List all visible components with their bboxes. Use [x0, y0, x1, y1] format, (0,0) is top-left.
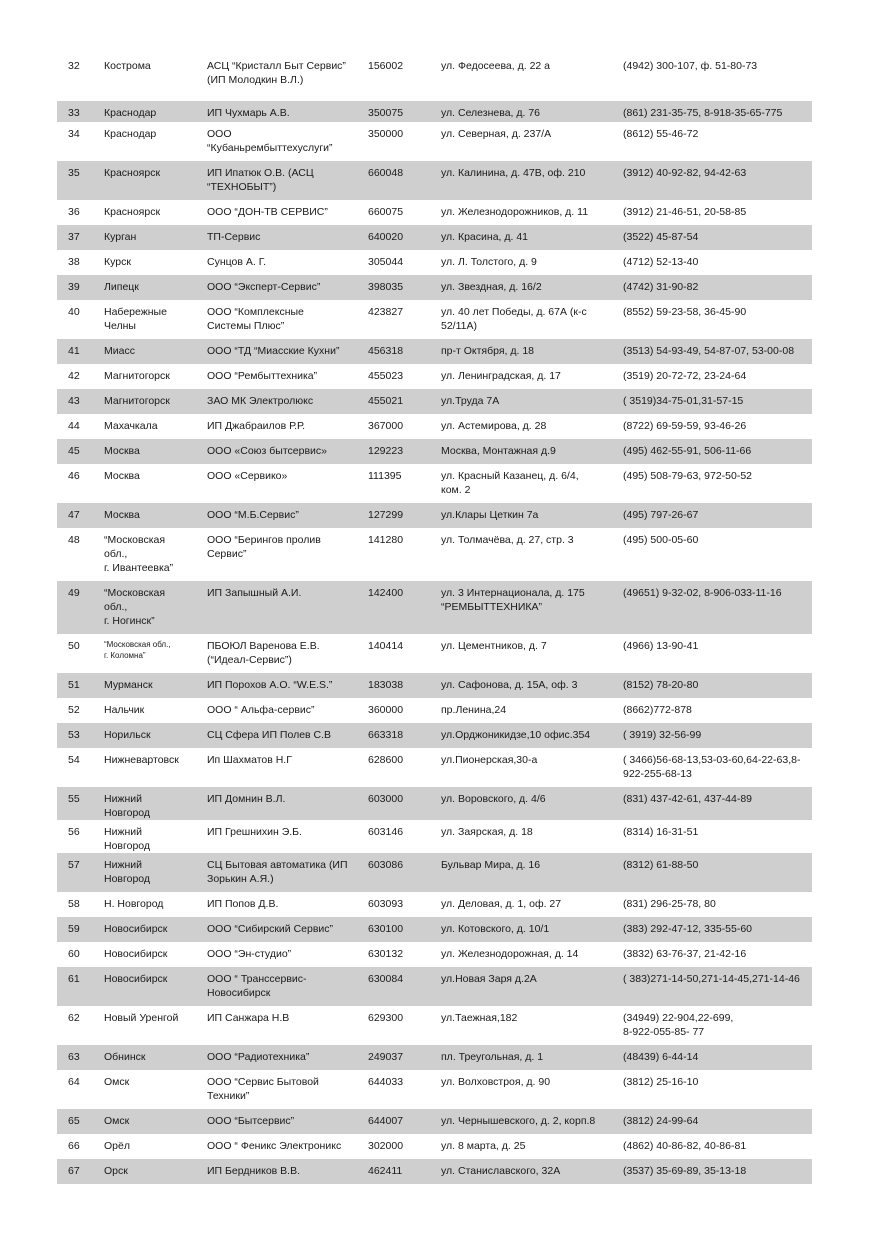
organization-cell: ООО “ДОН-ТВ СЕРВИС”: [207, 206, 328, 218]
organization-cell: ООО “Рембыттехника”: [207, 370, 318, 382]
address-cell: ул. Сафонова, д. 15А, оф. 3: [441, 679, 578, 691]
row-number: 41: [68, 345, 80, 357]
postal-code-cell: 423827: [368, 306, 404, 318]
postal-code-cell: 629300: [368, 1012, 404, 1024]
row-number: 53: [68, 729, 80, 741]
row-number: 59: [68, 923, 80, 935]
city-cell: Н. Новгород: [104, 898, 164, 910]
table-row: [57, 54, 812, 101]
organization-cell: ООО “Сибирский Сервис”: [207, 923, 334, 935]
address-cell: ул. Железнодорожников, д. 11: [441, 206, 589, 218]
phone-cell: (3812) 25-16-10: [623, 1076, 699, 1088]
table-row: [57, 339, 812, 364]
organization-cell: ООО «Сервико»: [207, 470, 288, 482]
table-row: [57, 275, 812, 300]
city-cell: Курган: [104, 231, 137, 243]
table-row: [57, 1109, 812, 1134]
city-cell: Нижневартовск: [104, 754, 179, 766]
address-cell: ул.Таежная,182: [441, 1012, 518, 1024]
postal-code-cell: 249037: [368, 1051, 404, 1063]
row-number: 49: [68, 587, 80, 599]
organization-cell: СЦ Бытовая автоматика (ИП Зорькин А.Я.): [207, 859, 348, 885]
organization-cell: ООО «Союз бытсервис»: [207, 445, 328, 457]
row-number: 63: [68, 1051, 80, 1063]
address-cell: ул. Звездная, д. 16/2: [441, 281, 542, 293]
city-cell: Миасс: [104, 345, 135, 357]
table-row: [57, 101, 812, 122]
table-row: [57, 300, 812, 339]
table-row: [57, 122, 812, 161]
phone-cell: (495) 500-05-60: [623, 534, 699, 546]
address-cell: ул. Калинина, д. 47В, оф. 210: [441, 167, 586, 179]
phone-cell: (4966) 13-90-41: [623, 640, 699, 652]
row-number: 40: [68, 306, 80, 318]
table-row: [57, 892, 812, 917]
row-number: 67: [68, 1165, 80, 1177]
city-cell: Краснодар: [104, 128, 157, 140]
table-row: [57, 673, 812, 698]
address-cell: ул. Толмачёва, д. 27, стр. 3: [441, 534, 574, 546]
address-cell: ул. Цементников, д. 7: [441, 640, 547, 652]
postal-code-cell: 663318: [368, 729, 404, 741]
phone-cell: (861) 231-35-75, 8-918-35-65-775: [623, 107, 783, 119]
row-number: 61: [68, 973, 80, 985]
postal-code-cell: 398035: [368, 281, 404, 293]
row-number: 62: [68, 1012, 80, 1024]
row-number: 54: [68, 754, 80, 766]
address-cell: ул. 40 лет Победы, д. 67А (к-с 52/11А): [441, 306, 587, 332]
phone-cell: (8722) 69-59-59, 93-46-26: [623, 420, 747, 432]
organization-cell: ООО “ Транссервис- Новосибирск: [207, 973, 307, 999]
phone-cell: (495) 797-26-67: [623, 509, 699, 521]
phone-cell: (3812) 24-99-64: [623, 1115, 699, 1127]
postal-code-cell: 630100: [368, 923, 404, 935]
organization-cell: ИП Санжара Н.В: [207, 1012, 290, 1024]
organization-cell: ООО “Бытсервис”: [207, 1115, 295, 1127]
postal-code-cell: 640020: [368, 231, 404, 243]
phone-cell: ( 3919) 32-56-99: [623, 729, 702, 741]
postal-code-cell: 462411: [368, 1165, 403, 1177]
address-cell: ул. 3 Интернационала, д. 175 “РЕМБЫТТЕХНИКА”: [441, 587, 585, 613]
organization-cell: ИП Запышный А.И.: [207, 587, 302, 599]
phone-cell: (48439) 6-44-14: [623, 1051, 699, 1063]
postal-code-cell: 630084: [368, 973, 404, 985]
address-cell: ул. Деловая, д. 1, оф. 27: [441, 898, 562, 910]
city-cell: “Московская обл., г. Ногинск”: [104, 587, 166, 627]
row-number: 32: [68, 60, 80, 72]
address-cell: ул. Станиславского, 32А: [441, 1165, 561, 1177]
table-row: [57, 917, 812, 942]
address-cell: ул. Селезнева, д. 76: [441, 107, 541, 119]
table-row: [57, 723, 812, 748]
table-row: [57, 820, 812, 853]
table-row: [57, 528, 812, 581]
phone-cell: (3832) 63-76-37, 21-42-16: [623, 948, 747, 960]
organization-cell: ТП-Сервис: [207, 231, 261, 243]
city-cell: Магнитогорск: [104, 395, 170, 407]
city-cell: Магнитогорск: [104, 370, 170, 382]
table-row: [57, 414, 812, 439]
postal-code-cell: 141280: [368, 534, 404, 546]
organization-cell: ПБОЮЛ Варенова Е.В. (“Идеал-Сервис”): [207, 640, 320, 666]
row-number: 39: [68, 281, 80, 293]
postal-code-cell: 628600: [368, 754, 404, 766]
phone-cell: ( 383)271-14-50,271-14-45,271-14-46: [623, 973, 800, 985]
organization-cell: АСЦ “Кристалл Быт Сервис” (ИП Молодкин В.Л.): [207, 60, 346, 86]
city-cell: “Московская обл., г. Ивантеевка”: [104, 534, 174, 574]
row-number: 57: [68, 859, 80, 871]
city-cell: Нальчик: [104, 704, 145, 716]
organization-cell: ООО “Сервис Бытовой Техники”: [207, 1076, 319, 1102]
phone-cell: (4862) 40-86-82, 40-86-81: [623, 1140, 747, 1152]
table-row: [57, 464, 812, 503]
postal-code-cell: 360000: [368, 704, 404, 716]
city-cell: Нижний Новгород: [104, 793, 151, 819]
table-row: [57, 389, 812, 414]
address-cell: ул. Федосеева, д. 22 а: [441, 60, 550, 72]
address-cell: ул. Красный Казанец, д. 6/4, ком. 2: [441, 470, 579, 496]
table-row: [57, 225, 812, 250]
city-cell: Мурманск: [104, 679, 153, 691]
address-cell: Бульвар Мира, д. 16: [441, 859, 541, 871]
phone-cell: (831) 437-42-61, 437-44-89: [623, 793, 753, 805]
address-cell: ул. Железнодорожная, д. 14: [441, 948, 579, 960]
table-row: [57, 439, 812, 464]
postal-code-cell: 140414: [368, 640, 404, 652]
table-row: [57, 634, 812, 673]
address-cell: ул.Труда 7А: [441, 395, 500, 407]
city-cell: Омск: [104, 1115, 130, 1127]
organization-cell: Ип Шахматов Н.Г: [207, 754, 292, 766]
row-number: 45: [68, 445, 80, 457]
row-number: 55: [68, 793, 80, 805]
postal-code-cell: 156002: [368, 60, 404, 72]
postal-code-cell: 455021: [368, 395, 404, 407]
postal-code-cell: 603146: [368, 826, 404, 838]
row-number: 36: [68, 206, 80, 218]
city-cell: Новый Уренгой: [104, 1012, 179, 1024]
organization-cell: ИП Порохов А.О. “W.E.S.”: [207, 679, 333, 691]
table-row: [57, 748, 812, 787]
organization-cell: ООО “Радиотехника”: [207, 1051, 310, 1063]
phone-cell: (3513) 54-93-49, 54-87-07, 53-00-08: [623, 345, 795, 357]
city-cell: Курск: [104, 256, 131, 268]
row-number: 35: [68, 167, 80, 179]
table-row: [57, 161, 812, 200]
organization-cell: ООО “Эн-студио”: [207, 948, 292, 960]
city-cell: Норильск: [104, 729, 151, 741]
row-number: 48: [68, 534, 80, 546]
address-cell: ул.Орджоникидзе,10 офис.354: [441, 729, 591, 741]
row-number: 60: [68, 948, 80, 960]
row-number: 38: [68, 256, 80, 268]
organization-cell: ООО “Комплексные Системы Плюс”: [207, 306, 304, 332]
organization-cell: ИП Домнин В.Л.: [207, 793, 286, 805]
postal-code-cell: 660075: [368, 206, 404, 218]
address-cell: ул. 8 марта, д. 25: [441, 1140, 526, 1152]
city-cell: Орск: [104, 1165, 128, 1177]
organization-cell: ООО “ТД “Миасские Кухни”: [207, 345, 340, 357]
organization-cell: СЦ Сфера ИП Полев С.В: [207, 729, 332, 741]
address-cell: пр-т Октября, д. 18: [441, 345, 535, 357]
postal-code-cell: 302000: [368, 1140, 404, 1152]
phone-cell: (831) 296-25-78, 80: [623, 898, 716, 910]
city-cell: Краснодар: [104, 107, 157, 119]
postal-code-cell: 129223: [368, 445, 404, 457]
row-number: 51: [68, 679, 80, 691]
city-cell: Махачкала: [104, 420, 158, 432]
row-number: 64: [68, 1076, 80, 1088]
table-row: [57, 581, 812, 634]
phone-cell: ( 3519)34-75-01,31-57-15: [623, 395, 744, 407]
phone-cell: (3519) 20-72-72, 23-24-64: [623, 370, 747, 382]
postal-code-cell: 350000: [368, 128, 404, 140]
phone-cell: (3912) 40-92-82, 94-42-63: [623, 167, 747, 179]
address-cell: ул. Волховстроя, д. 90: [441, 1076, 551, 1088]
address-cell: ул. Ленинградская, д. 17: [441, 370, 561, 382]
city-cell: Нижний Новгород: [104, 826, 151, 852]
phone-cell: (8152) 78-20-80: [623, 679, 699, 691]
city-cell: Кострома: [104, 60, 151, 72]
table-row: [57, 1006, 812, 1045]
phone-cell: (3537) 35-69-89, 35-13-18: [623, 1165, 747, 1177]
phone-cell: (383) 292-47-12, 335-55-60: [623, 923, 753, 935]
postal-code-cell: 456318: [368, 345, 404, 357]
phone-cell: (34949) 22-904,22-699, 8-922-055-85- 77: [623, 1012, 734, 1038]
city-cell: Липецк: [104, 281, 139, 293]
phone-cell: (8552) 59-23-58, 36-45-90: [623, 306, 747, 318]
postal-code-cell: 111395: [368, 470, 402, 482]
row-number: 33: [68, 107, 80, 119]
city-cell: Красноярск: [104, 206, 161, 218]
organization-cell: ООО “ Альфа-сервис”: [207, 704, 315, 716]
phone-cell: (49651) 9-32-02, 8-906-033-11-16: [623, 587, 782, 599]
postal-code-cell: 644033: [368, 1076, 404, 1088]
postal-code-cell: 350075: [368, 107, 404, 119]
row-number: 42: [68, 370, 80, 382]
city-cell: Новосибирск: [104, 948, 168, 960]
city-cell: Обнинск: [104, 1051, 146, 1063]
row-number: 34: [68, 128, 80, 140]
table-row: [57, 698, 812, 723]
table-row: [57, 364, 812, 389]
city-cell: Новосибирск: [104, 973, 168, 985]
table-row: [57, 967, 812, 1006]
row-number: 65: [68, 1115, 80, 1127]
postal-code-cell: 630132: [368, 948, 404, 960]
organization-cell: ООО “М.Б.Сервис”: [207, 509, 299, 521]
organization-cell: ИП Джабраилов Р.Р.: [207, 420, 305, 432]
row-number: 66: [68, 1140, 80, 1152]
organization-cell: ЗАО МК Электролюкс: [207, 395, 314, 407]
address-cell: ул. Котовского, д. 10/1: [441, 923, 550, 935]
postal-code-cell: 183038: [368, 679, 404, 691]
table-row: [57, 942, 812, 967]
service-centers-table: [57, 54, 812, 1184]
organization-cell: ООО “Эксперт-Сервис”: [207, 281, 321, 293]
phone-cell: (495) 508-79-63, 972-50-52: [623, 470, 753, 482]
postal-code-cell: 660048: [368, 167, 404, 179]
row-number: 44: [68, 420, 80, 432]
postal-code-cell: 305044: [368, 256, 404, 268]
table-row: [57, 200, 812, 225]
address-cell: ул.Новая Заря д.2А: [441, 973, 537, 985]
row-number: 52: [68, 704, 80, 716]
postal-code-cell: 603086: [368, 859, 404, 871]
table-row: [57, 853, 812, 892]
postal-code-cell: 127299: [368, 509, 404, 521]
phone-cell: (4742) 31-90-82: [623, 281, 699, 293]
table-row: [57, 1070, 812, 1109]
table-row: [57, 503, 812, 528]
organization-cell: ООО “Кубаньрембыттехуслуги”: [207, 128, 333, 154]
address-cell: ул.Пионерская,30-а: [441, 754, 538, 766]
row-number: 56: [68, 826, 80, 838]
city-cell: Москва: [104, 470, 140, 482]
phone-cell: ( 3466)56-68-13,53-03-60,64-22-63,8- 922-255-68-13: [623, 754, 801, 780]
address-cell: пл. Треугольная, д. 1: [441, 1051, 544, 1063]
postal-code-cell: 644007: [368, 1115, 404, 1127]
postal-code-cell: 367000: [368, 420, 404, 432]
phone-cell: (8314) 16-31-51: [623, 826, 699, 838]
organization-cell: ИП Попов Д.В.: [207, 898, 279, 910]
organization-cell: ИП Чухмарь А.В.: [207, 107, 290, 119]
phone-cell: (3522) 45-87-54: [623, 231, 699, 243]
city-cell: Орёл: [104, 1140, 130, 1152]
address-cell: ул. Чернышевского, д. 2, корп.8: [441, 1115, 596, 1127]
address-cell: пр.Ленина,24: [441, 704, 507, 716]
city-cell: Москва: [104, 445, 140, 457]
organization-cell: ИП Бердников В.В.: [207, 1165, 301, 1177]
city-cell: Новосибирск: [104, 923, 168, 935]
row-number: 37: [68, 231, 80, 243]
phone-cell: (4942) 300-107, ф. 51-80-73: [623, 60, 758, 72]
city-cell: “Московская обл., г. Коломна”: [104, 640, 171, 660]
table-row: [57, 1045, 812, 1070]
table-row: [57, 250, 812, 275]
phone-cell: (8612) 55-46-72: [623, 128, 699, 140]
row-number: 58: [68, 898, 80, 910]
phone-cell: (8312) 61-88-50: [623, 859, 699, 871]
phone-cell: (495) 462-55-91, 506-11-66: [623, 445, 752, 457]
address-cell: ул. Заярская, д. 18: [441, 826, 533, 838]
postal-code-cell: 142400: [368, 587, 404, 599]
city-cell: Нижний Новгород: [104, 859, 151, 885]
organization-cell: ИП Грешнихин Э.Б.: [207, 826, 302, 838]
phone-cell: (3912) 21-46-51, 20-58-85: [623, 206, 747, 218]
row-number: 43: [68, 395, 80, 407]
address-cell: ул. Л. Толстого, д. 9: [441, 256, 537, 268]
address-cell: ул. Северная, д. 237/А: [441, 128, 552, 140]
organization-cell: ООО “ Феникс Электроникс: [207, 1140, 342, 1152]
row-number: 46: [68, 470, 80, 482]
address-cell: ул. Красина, д. 41: [441, 231, 529, 243]
phone-cell: (8662)772-878: [623, 704, 692, 716]
organization-cell: Сунцов А. Г.: [207, 256, 267, 268]
city-cell: Набережные Челны: [104, 306, 167, 332]
address-cell: Москва, Монтажная д.9: [441, 445, 556, 457]
postal-code-cell: 455023: [368, 370, 404, 382]
address-cell: ул. Воровского, д. 4/6: [441, 793, 546, 805]
address-cell: ул.Клары Цеткин 7а: [441, 509, 539, 521]
phone-cell: (4712) 52-13-40: [623, 256, 699, 268]
organization-cell: ООО “Берингов пролив Сервис”: [207, 534, 321, 560]
city-cell: Москва: [104, 509, 140, 521]
city-cell: Красноярск: [104, 167, 161, 179]
address-cell: ул. Астемирова, д. 28: [441, 420, 547, 432]
city-cell: Омск: [104, 1076, 130, 1088]
postal-code-cell: 603093: [368, 898, 404, 910]
table-row: [57, 787, 812, 820]
organization-cell: ИП Ипатюк О.В. (АСЦ “ТЕХНОБЫТ”): [207, 167, 314, 193]
row-number: 50: [68, 640, 80, 652]
table-row: [57, 1159, 812, 1184]
row-number: 47: [68, 509, 80, 521]
table-row: [57, 1134, 812, 1159]
postal-code-cell: 603000: [368, 793, 404, 805]
